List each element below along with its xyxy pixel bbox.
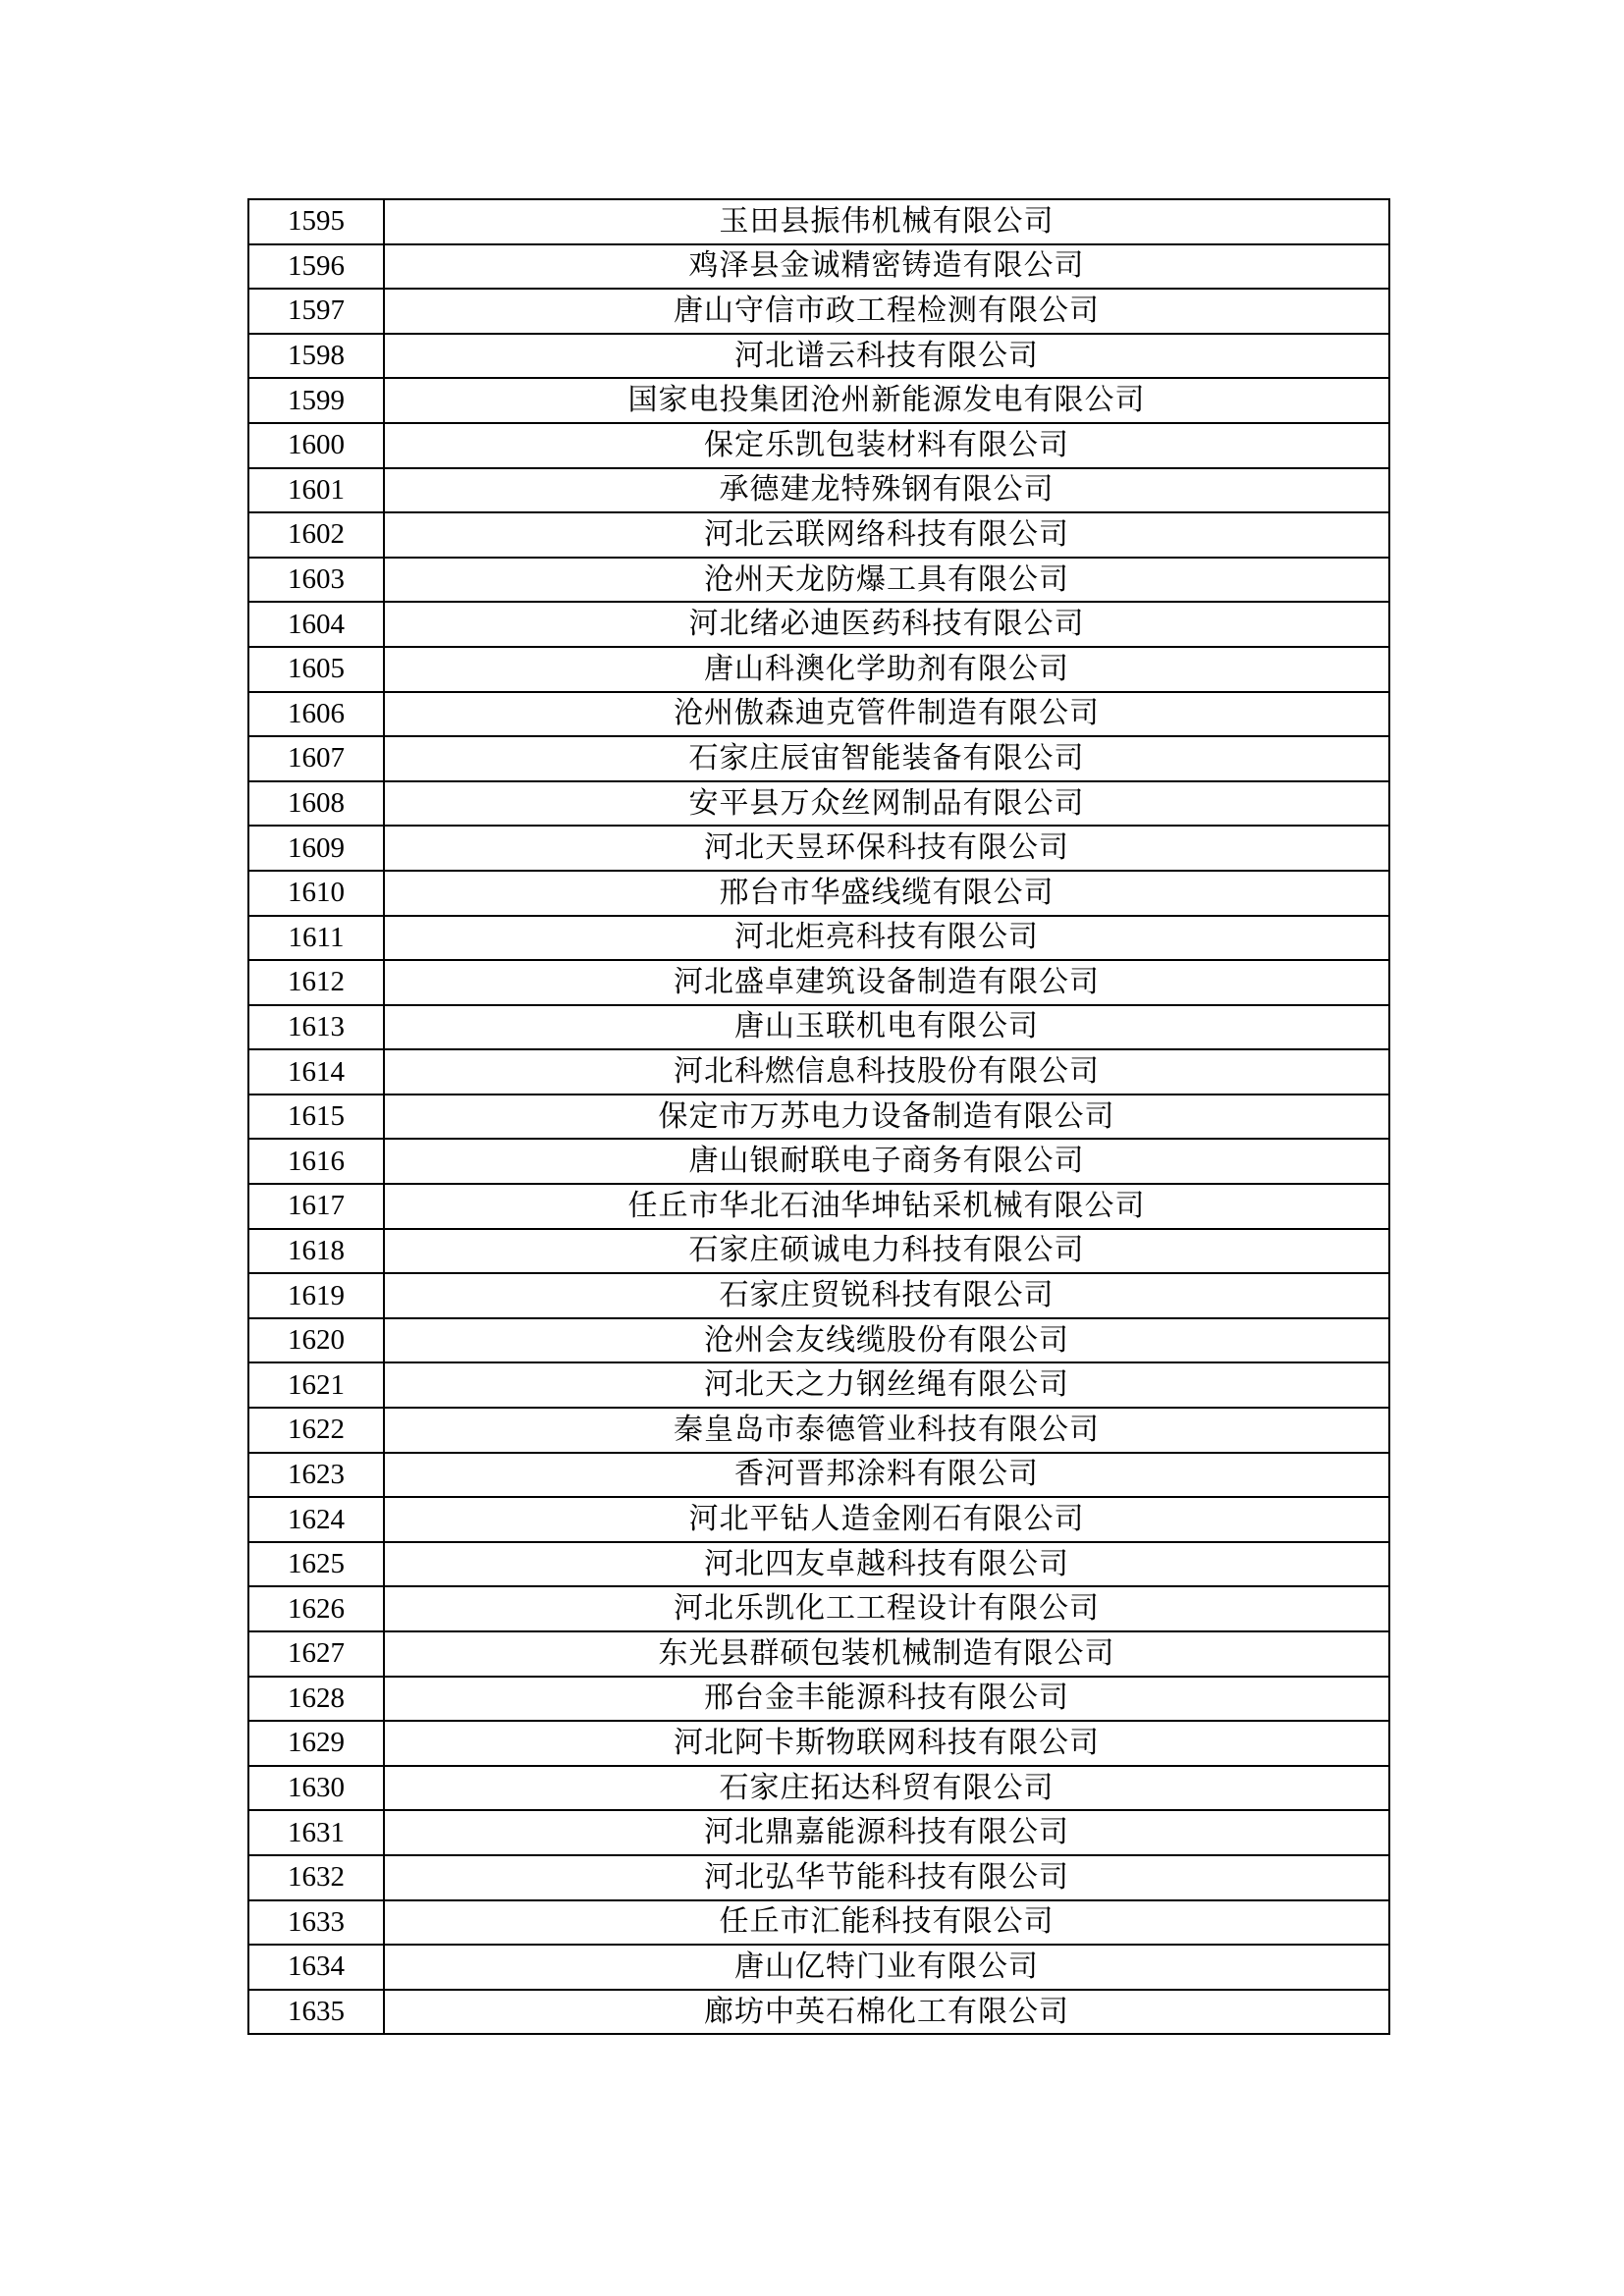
company-name: 河北天昱环保科技有限公司 (384, 826, 1389, 871)
row-number: 1635 (248, 1990, 384, 2035)
row-number: 1614 (248, 1049, 384, 1095)
table-row (248, 781, 1389, 827)
row-number: 1602 (248, 512, 384, 558)
company-name: 沧州会友线缆股份有限公司 (384, 1318, 1389, 1363)
company-name: 安平县万众丝网制品有限公司 (384, 781, 1389, 827)
table-row (248, 558, 1389, 603)
table-row (248, 1586, 1389, 1631)
table-row (248, 1497, 1389, 1542)
table-row (248, 1408, 1389, 1453)
table-row (248, 1095, 1389, 1140)
company-name: 河北阿卡斯物联网科技有限公司 (384, 1721, 1389, 1766)
company-list-table (247, 198, 1390, 2035)
company-name: 国家电投集团沧州新能源发电有限公司 (384, 378, 1389, 423)
company-name: 沧州傲森迪克管件制造有限公司 (384, 692, 1389, 737)
company-name: 石家庄硕诚电力科技有限公司 (384, 1229, 1389, 1274)
company-name: 河北盛卓建筑设备制造有限公司 (384, 960, 1389, 1005)
table-row (248, 1049, 1389, 1095)
table-row (248, 1542, 1389, 1587)
row-number: 1600 (248, 423, 384, 468)
table-row (248, 692, 1389, 737)
table-row (248, 647, 1389, 692)
table-row (248, 512, 1389, 558)
table-row (248, 736, 1389, 781)
row-number: 1629 (248, 1721, 384, 1766)
table-row (248, 1005, 1389, 1050)
table-row (248, 871, 1389, 916)
table-row (248, 1273, 1389, 1318)
table-row (248, 916, 1389, 961)
company-name: 唐山科澳化学助剂有限公司 (384, 647, 1389, 692)
row-number: 1619 (248, 1273, 384, 1318)
company-name: 唐山亿特门业有限公司 (384, 1945, 1389, 1990)
company-name: 石家庄辰宙智能装备有限公司 (384, 736, 1389, 781)
company-name: 承德建龙特殊钢有限公司 (384, 468, 1389, 513)
row-number: 1622 (248, 1408, 384, 1453)
row-number: 1596 (248, 244, 384, 290)
row-number: 1603 (248, 558, 384, 603)
company-name: 任丘市华北石油华坤钻采机械有限公司 (384, 1184, 1389, 1229)
row-number: 1608 (248, 781, 384, 827)
row-number: 1628 (248, 1677, 384, 1722)
row-number: 1605 (248, 647, 384, 692)
table-row (248, 468, 1389, 513)
row-number: 1609 (248, 826, 384, 871)
company-name: 石家庄拓达科贸有限公司 (384, 1766, 1389, 1811)
row-number: 1616 (248, 1139, 384, 1184)
company-name: 石家庄贸锐科技有限公司 (384, 1273, 1389, 1318)
row-number: 1632 (248, 1855, 384, 1900)
company-list-body (248, 199, 1389, 2034)
table-row (248, 1810, 1389, 1855)
row-number: 1617 (248, 1184, 384, 1229)
company-name: 河北天之力钢丝绳有限公司 (384, 1362, 1389, 1408)
company-name: 邢台金丰能源科技有限公司 (384, 1677, 1389, 1722)
row-number: 1631 (248, 1810, 384, 1855)
company-name: 河北平钻人造金刚石有限公司 (384, 1497, 1389, 1542)
company-name: 玉田县振伟机械有限公司 (384, 199, 1389, 244)
company-name: 香河晋邦涂料有限公司 (384, 1453, 1389, 1498)
company-name: 河北鼎嘉能源科技有限公司 (384, 1810, 1389, 1855)
row-number: 1623 (248, 1453, 384, 1498)
row-number: 1630 (248, 1766, 384, 1811)
company-name: 保定乐凯包装材料有限公司 (384, 423, 1389, 468)
company-name: 河北云联网络科技有限公司 (384, 512, 1389, 558)
company-name: 河北绪必迪医药科技有限公司 (384, 602, 1389, 647)
row-number: 1598 (248, 334, 384, 379)
table-row (248, 960, 1389, 1005)
row-number: 1627 (248, 1631, 384, 1677)
row-number: 1601 (248, 468, 384, 513)
row-number: 1615 (248, 1095, 384, 1140)
table-row (248, 1631, 1389, 1677)
table-row (248, 244, 1389, 290)
row-number: 1624 (248, 1497, 384, 1542)
table-row (248, 1318, 1389, 1363)
table-row (248, 1362, 1389, 1408)
company-name: 东光县群硕包装机械制造有限公司 (384, 1631, 1389, 1677)
table-row (248, 1229, 1389, 1274)
table-row (248, 1945, 1389, 1990)
row-number: 1597 (248, 289, 384, 334)
table-row (248, 1453, 1389, 1498)
table-row (248, 1855, 1389, 1900)
table-row (248, 1990, 1389, 2035)
company-name: 河北乐凯化工工程设计有限公司 (384, 1586, 1389, 1631)
row-number: 1599 (248, 378, 384, 423)
company-name: 保定市万苏电力设备制造有限公司 (384, 1095, 1389, 1140)
row-number: 1606 (248, 692, 384, 737)
row-number: 1625 (248, 1542, 384, 1587)
row-number: 1612 (248, 960, 384, 1005)
row-number: 1618 (248, 1229, 384, 1274)
company-name: 邢台市华盛线缆有限公司 (384, 871, 1389, 916)
table-row (248, 602, 1389, 647)
row-number: 1621 (248, 1362, 384, 1408)
table-row (248, 199, 1389, 244)
company-name: 唐山守信市政工程检测有限公司 (384, 289, 1389, 334)
company-name: 廊坊中英石棉化工有限公司 (384, 1990, 1389, 2035)
company-name: 鸡泽县金诚精密铸造有限公司 (384, 244, 1389, 290)
company-name: 唐山银耐联电子商务有限公司 (384, 1139, 1389, 1184)
table-row (248, 1677, 1389, 1722)
company-name: 秦皇岛市泰德管业科技有限公司 (384, 1408, 1389, 1453)
row-number: 1611 (248, 916, 384, 961)
row-number: 1604 (248, 602, 384, 647)
company-name: 任丘市汇能科技有限公司 (384, 1900, 1389, 1946)
row-number: 1626 (248, 1586, 384, 1631)
company-name: 河北四友卓越科技有限公司 (384, 1542, 1389, 1587)
table-row (248, 1900, 1389, 1946)
table-row (248, 1721, 1389, 1766)
company-name: 唐山玉联机电有限公司 (384, 1005, 1389, 1050)
table-row (248, 289, 1389, 334)
company-name: 河北炬亮科技有限公司 (384, 916, 1389, 961)
table-row (248, 1766, 1389, 1811)
table-row (248, 378, 1389, 423)
table-row (248, 423, 1389, 468)
table-row (248, 826, 1389, 871)
row-number: 1633 (248, 1900, 384, 1946)
table-row (248, 1139, 1389, 1184)
row-number: 1607 (248, 736, 384, 781)
table-row (248, 334, 1389, 379)
row-number: 1613 (248, 1005, 384, 1050)
row-number: 1610 (248, 871, 384, 916)
table-row (248, 1184, 1389, 1229)
row-number: 1595 (248, 199, 384, 244)
row-number: 1620 (248, 1318, 384, 1363)
company-name: 河北科燃信息科技股份有限公司 (384, 1049, 1389, 1095)
company-name: 河北谱云科技有限公司 (384, 334, 1389, 379)
company-name: 沧州天龙防爆工具有限公司 (384, 558, 1389, 603)
row-number: 1634 (248, 1945, 384, 1990)
company-name: 河北弘华节能科技有限公司 (384, 1855, 1389, 1900)
